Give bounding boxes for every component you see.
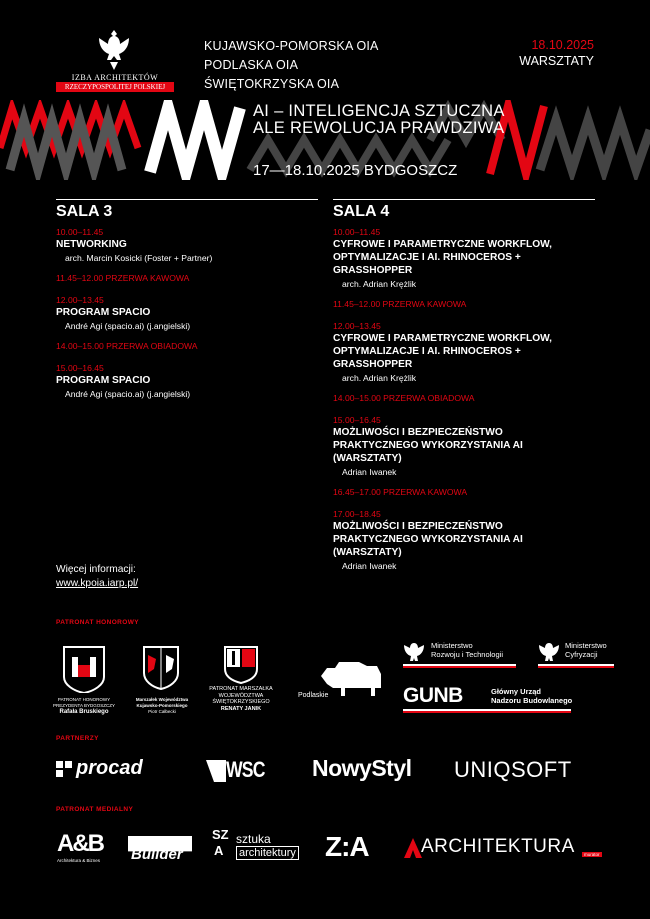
gunb-line-2: Nadzoru Budowlanego xyxy=(491,696,573,705)
organizer-swietokrzyska: ŚWIĘTOKRZYSKA OIA xyxy=(204,77,340,91)
event-date: 18.10.2025 xyxy=(531,38,594,52)
title-line-2: ALE REWOLUCJA PRAWDZIWA xyxy=(253,119,505,137)
session-speaker: André Agi (spacio.ai) (j.angielski) xyxy=(65,321,191,331)
event-date-block xyxy=(519,37,594,69)
session-title: NETWORKING xyxy=(56,239,127,250)
builder-logo: Builder xyxy=(131,846,183,863)
patron-line: PREZYDENTA BYDGOSZCZY xyxy=(53,703,115,708)
sztuka-word: sztuka xyxy=(236,832,271,846)
nowystyl-logo: NowyStyl xyxy=(312,755,412,781)
section-media: PATRONAT MEDIALNY xyxy=(56,806,134,813)
organizers xyxy=(204,37,379,94)
eagle-icon xyxy=(403,641,425,665)
break: 14.00–15.00 PRZERWA OBIADOWA xyxy=(333,393,475,403)
procad-logo: procad xyxy=(76,757,143,779)
session-title: PROGRAM SPACIO xyxy=(56,375,151,386)
sala-3-column xyxy=(56,199,318,409)
gunb-logo: GUNB xyxy=(403,684,463,707)
break: 11.45–12.00 PRZERWA KAWOWA xyxy=(56,273,190,283)
sza-mark: SZ xyxy=(212,827,229,842)
more-info-label: Więcej informacji: xyxy=(56,564,136,575)
session-title: MOŻLIWOŚCI I BEZPIECZEŃSTWO PRAKTYCZNEGO WYKORZYSTANIA AI (WARSZTATY) xyxy=(333,427,523,464)
section-partners: PARTNERZY xyxy=(56,735,99,742)
patron-line: PATRONAT MARSZAŁKA xyxy=(209,686,273,692)
event-dates-location: 17—18.10.2025 BYDGOSZCZ xyxy=(253,162,458,179)
patron-marszalek-sw xyxy=(200,686,282,712)
session-time: 10.00–11.45 xyxy=(333,227,381,237)
patron-line: PATRONAT HONOROWY xyxy=(57,697,111,702)
organizer-podlaska: PODLASKA OIA xyxy=(204,58,299,72)
session-title: MOŻLIWOŚCI I BEZPIECZEŃSTWO PRAKTYCZNEGO WYKORZYSTANIA AI (WARSZTATY) xyxy=(333,521,523,558)
ab-logo: A&B xyxy=(57,830,103,857)
mrit-line-2: Rozwoju i Technologii xyxy=(431,650,503,659)
gunb-line-1: Główny Urząd xyxy=(491,687,542,696)
break: 16.45–17.00 PRZERWA KAWOWA xyxy=(333,487,468,497)
divider xyxy=(56,199,318,200)
eagle-emblem-icon xyxy=(96,28,132,72)
swietokrzyskie-crest-icon xyxy=(223,645,259,685)
flag-stripe-red xyxy=(403,711,571,713)
uniqsoft-logo: UNIQSOFT xyxy=(454,757,572,782)
session xyxy=(333,509,595,572)
section-honorary: PATRONAT HONOROWY xyxy=(56,619,139,626)
session-title: PROGRAM SPACIO xyxy=(56,307,151,318)
sala-4-title: SALA 4 xyxy=(333,203,390,220)
flag-stripe-red xyxy=(403,666,516,668)
patron-line: WOJEWÓDZTWA xyxy=(218,692,264,699)
patron-marszalek-kp xyxy=(130,697,194,715)
session xyxy=(56,227,318,264)
sala-3-title: SALA 3 xyxy=(56,203,113,220)
gunb-name xyxy=(491,687,572,705)
session xyxy=(333,415,595,478)
session-title: CYFROWE I PARAMETRYCZNE WORKFLOW, OPTYMALIZACJE I AI. RHINOCEROS + GRASSHOPPER xyxy=(333,333,553,370)
session-speaker: arch. Adrian Krężlik xyxy=(342,279,417,289)
mc-logo xyxy=(565,641,607,659)
event-title xyxy=(253,103,505,137)
bydgoszcz-crest-icon xyxy=(62,645,106,693)
wsc-mark-icon xyxy=(206,760,226,782)
kujawsko-pomorskie-crest-icon xyxy=(142,645,180,691)
patron-line: Marszałek Województwa xyxy=(135,697,189,702)
patron-name: Rafała Bruskiego xyxy=(59,709,109,715)
session-time: 12.00–13.45 xyxy=(333,321,381,331)
mrit-line-1: Ministerstwo xyxy=(431,641,473,650)
event-type: WARSZTATY xyxy=(519,54,594,68)
patron-line: ŚWIĘTOKRZYSKIEGO xyxy=(212,699,270,705)
session xyxy=(333,321,595,384)
session xyxy=(56,295,318,332)
za-logo: Z:A xyxy=(325,831,369,862)
session xyxy=(333,227,595,290)
architektury-word: architektury xyxy=(236,846,299,860)
session-time: 15.00–16.45 xyxy=(56,363,104,373)
session-speaker: Adrian Iwanek xyxy=(342,467,397,477)
mrit-logo xyxy=(431,641,503,659)
divider xyxy=(333,199,595,200)
session-title: CYFROWE I PARAMETRYCZNE WORKFLOW, OPTYMALIZACJE I AI. RHINOCEROS + GRASSHOPPER xyxy=(333,239,553,276)
session-time: 12.00–13.45 xyxy=(56,295,104,305)
website-link[interactable]: www.kpoia.iarp.pl/ xyxy=(56,578,139,589)
ab-subtitle: Architektura & Biznes xyxy=(57,858,101,863)
patron-line: Kujawsko-Pomorskiego xyxy=(136,703,188,708)
sza-mark-a: A xyxy=(214,843,224,858)
mc-line-1: Ministerstwo xyxy=(565,641,607,650)
patron-name: RENATY JANIK xyxy=(220,705,262,712)
session-time: 15.00–16.45 xyxy=(333,415,381,425)
architektura-logo: ARCHITEKTURA xyxy=(421,836,575,857)
session-speaker: arch. Adrian Krężlik xyxy=(342,373,417,383)
session-speaker: Adrian Iwanek xyxy=(342,561,397,571)
izba-country: RZECZYPOSPOLITEJ POLSKIEJ xyxy=(56,82,174,92)
session-speaker: arch. Marcin Kosicki (Foster + Partner) xyxy=(65,253,213,263)
flag-stripe-red xyxy=(538,666,614,668)
break: 11.45–12.00 PRZERWA KAWOWA xyxy=(333,299,467,309)
session-time: 17.00–18.45 xyxy=(333,509,381,519)
podlaskie-label: Podlaskie xyxy=(298,692,329,699)
organizer-kp: KUJAWSKO-POMORSKA OIA xyxy=(204,39,379,53)
murator-badge: murator xyxy=(584,852,600,857)
session-time: 10.00–11.45 xyxy=(56,227,104,237)
sala-4-column xyxy=(333,199,595,581)
session-speaker: André Agi (spacio.ai) (j.angielski) xyxy=(65,389,191,399)
eagle-icon xyxy=(538,641,560,665)
patron-name: Piotr Całbecki xyxy=(148,709,176,714)
wsc-logo: WSC xyxy=(226,757,265,782)
izba-name: IZBA ARCHITEKTÓW xyxy=(71,73,159,82)
procad-mark-icon xyxy=(56,761,73,778)
more-info xyxy=(56,563,138,591)
mc-line-2: Cyfryzacji xyxy=(565,650,598,659)
break: 14.00–15.00 PRZERWA OBIADOWA xyxy=(56,341,198,351)
title-line-1: AI – INTELIGENCJA SZTUCZNA xyxy=(253,102,505,120)
session xyxy=(56,363,318,400)
patron-bydgoszcz xyxy=(52,697,116,715)
architektura-a-icon xyxy=(404,838,422,858)
